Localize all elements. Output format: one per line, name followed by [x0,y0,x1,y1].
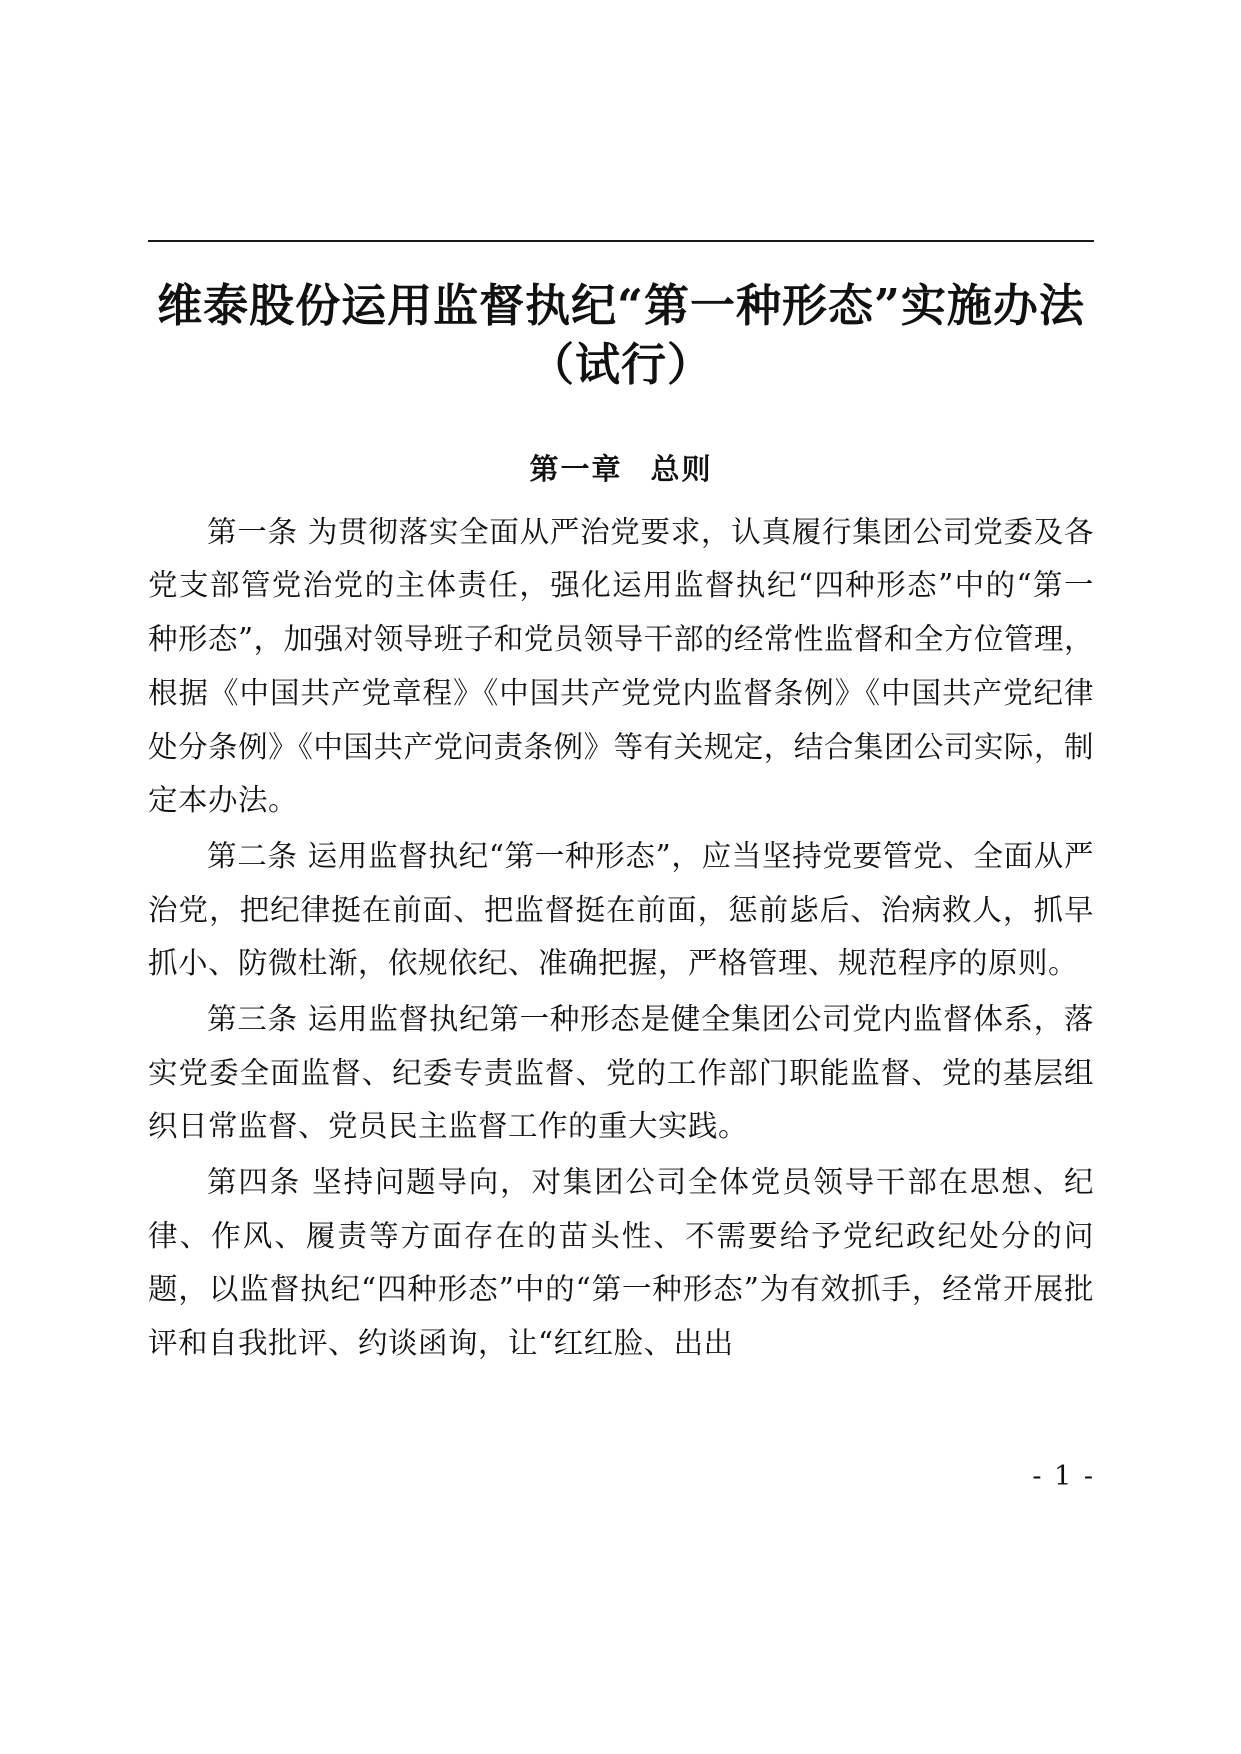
chapter-heading-label: 总则 [650,451,713,486]
chapter-heading [148,447,1094,488]
paragraph-article-4: 第四条 坚持问题导向，对集团公司全体党员领导干部在思想、纪律、作风、履责等方面存在的苗头性、不需要给予党纪政纪处分的问题，以监督执纪“四种形态”中的“第一种形态”为有效抓手，经常开展批评和自我批评、约谈函询，让“红红脸、出出 [148,1165,1094,1361]
page-number: - 1 - [1032,1461,1095,1492]
page-title: 维泰股份运用监督执纪“第一种形态”实施办法（试行） [157,279,1085,392]
paragraph-article-2: 第二条 运用监督执纪“第一种形态”，应当坚持党要管党、全面从严治党，把纪律挺在前面、把监督挺在前面，惩前毖后、治病救人，抓早抓小、防微杜渐，依规依纪、准确把握，严格管理、规范程序的原则。 [148,838,1094,981]
paragraph-article-3: 第三条 运用监督执纪第一种形态是健全集团公司党内监督体系，落实党委全面监督、纪委专责监督、党的工作部门职能监督、党的基层组织日常监督、党员民主监督工作的重大实践。 [148,1001,1094,1144]
paragraph-article-1: 第一条 为贯彻落实全面从严治党要求，认真履行集团公司党委及各党支部管党治党的主体责任，强化运用监督执纪“四种形态”中的“第一种形态”，加强对领导班子和党员领导干部的经常性监督和全方位管理，根据《中国共产党章程》《中国共产党党内监督条例》《中国共产党纪律处分条例》《中国共产党问责条例》等有关规定，结合集团公司实际，制定本办法。 [148,514,1094,818]
header-divider [148,240,1094,242]
page-content [148,240,1094,1373]
chapter-heading-number: 第一章 [529,451,623,486]
